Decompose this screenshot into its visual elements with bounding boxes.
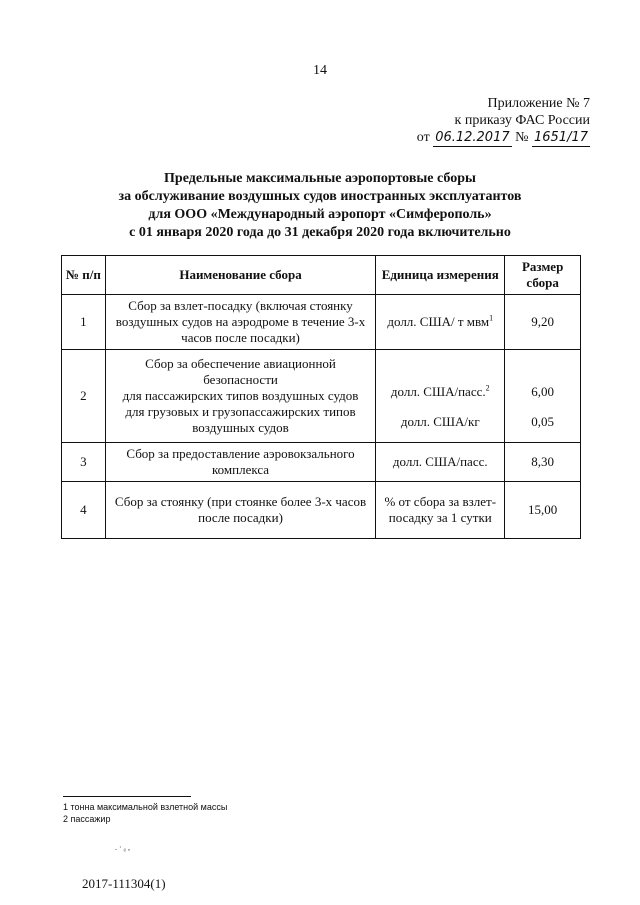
row2-name-head: Сбор за обеспечение авиационной безопасности <box>145 356 336 387</box>
fees-table <box>61 255 581 539</box>
title-line2: за обслуживание воздушных судов иностранных эксплуатантов <box>118 189 522 204</box>
footnote-divider <box>63 796 191 797</box>
footnote-1: 1 тонна максимальной взлетной массы <box>63 802 228 812</box>
document-title <box>0 170 640 242</box>
table-header-row <box>62 256 581 295</box>
scan-marks: . · ᵨ , <box>115 843 131 852</box>
appendix-line1: Приложение № 7 <box>487 96 590 111</box>
table-row <box>62 482 581 539</box>
footnote-2: 2 пассажир <box>63 814 111 824</box>
header-unit: Единица измерения <box>376 256 505 295</box>
row2-unit <box>376 350 505 443</box>
title-line3: для ООО «Международный аэропорт «Симферополь» <box>148 207 492 222</box>
row4-unit: % от сбора за взлет-посадку за 1 сутки <box>376 482 505 539</box>
row2-unit1-footnote-ref: 2 <box>485 383 490 393</box>
title-line1: Предельные максимальные аэропортовые сборы <box>164 171 476 186</box>
header-size: Размер сбора <box>505 256 581 295</box>
row1-unit-text: долл. США/ т мвм <box>387 314 490 329</box>
appendix-date-prefix: от <box>416 130 430 145</box>
header-name: Наименование сбора <box>105 256 375 295</box>
row1-unit-footnote-ref: 1 <box>489 313 494 323</box>
row1-size: 9,20 <box>505 295 581 350</box>
row1-num: 1 <box>62 295 106 350</box>
row2-size1: 6,00 <box>531 384 555 399</box>
row3-size: 8,30 <box>505 443 581 482</box>
row1-unit <box>376 295 505 350</box>
row2-size <box>505 350 581 443</box>
row2-num: 2 <box>62 350 106 443</box>
row4-name: Сбор за стоянку (при стоянке более 3-х часов после посадки) <box>105 482 375 539</box>
table-row <box>62 350 581 443</box>
row1-name: Сбор за взлет-посадку (включая стоянку воздушных судов на аэродроме в течение 3-х часов после посадки) <box>105 295 375 350</box>
row3-unit: долл. США/пасс. <box>376 443 505 482</box>
appendix-date-handwritten: 06.12.2017 <box>435 130 510 145</box>
appendix-number-handwritten: 1651/17 <box>533 130 588 145</box>
row2-unit1: долл. США/пасс. <box>390 384 486 399</box>
row2-name-sub1: для пассажирских типов воздушных судов <box>122 388 359 403</box>
appendix-line2: к приказу ФАС России <box>454 113 590 128</box>
page-number: 14 <box>313 63 327 78</box>
document-code: 2017-111304(1) <box>82 876 166 891</box>
row3-num: 3 <box>62 443 106 482</box>
row2-name-sub2: для грузовых и грузопассажирских типов воздушных судов <box>125 404 356 435</box>
appendix-block <box>390 95 590 147</box>
row2-name <box>105 350 375 443</box>
title-line4: с 01 января 2020 года до 31 декабря 2020 года включительно <box>129 225 511 240</box>
table-row <box>62 295 581 350</box>
row2-size2: 0,05 <box>531 414 555 429</box>
footnotes <box>63 801 227 825</box>
appendix-number-prefix: № <box>515 130 529 145</box>
row3-name: Сбор за предоставление аэровокзального комплекса <box>105 443 375 482</box>
row2-unit2: долл. США/кг <box>400 414 480 429</box>
row4-size: 15,00 <box>505 482 581 539</box>
header-num: № п/п <box>62 256 106 295</box>
table-row <box>62 443 581 482</box>
row4-num: 4 <box>62 482 106 539</box>
appendix-date-line <box>390 129 590 147</box>
